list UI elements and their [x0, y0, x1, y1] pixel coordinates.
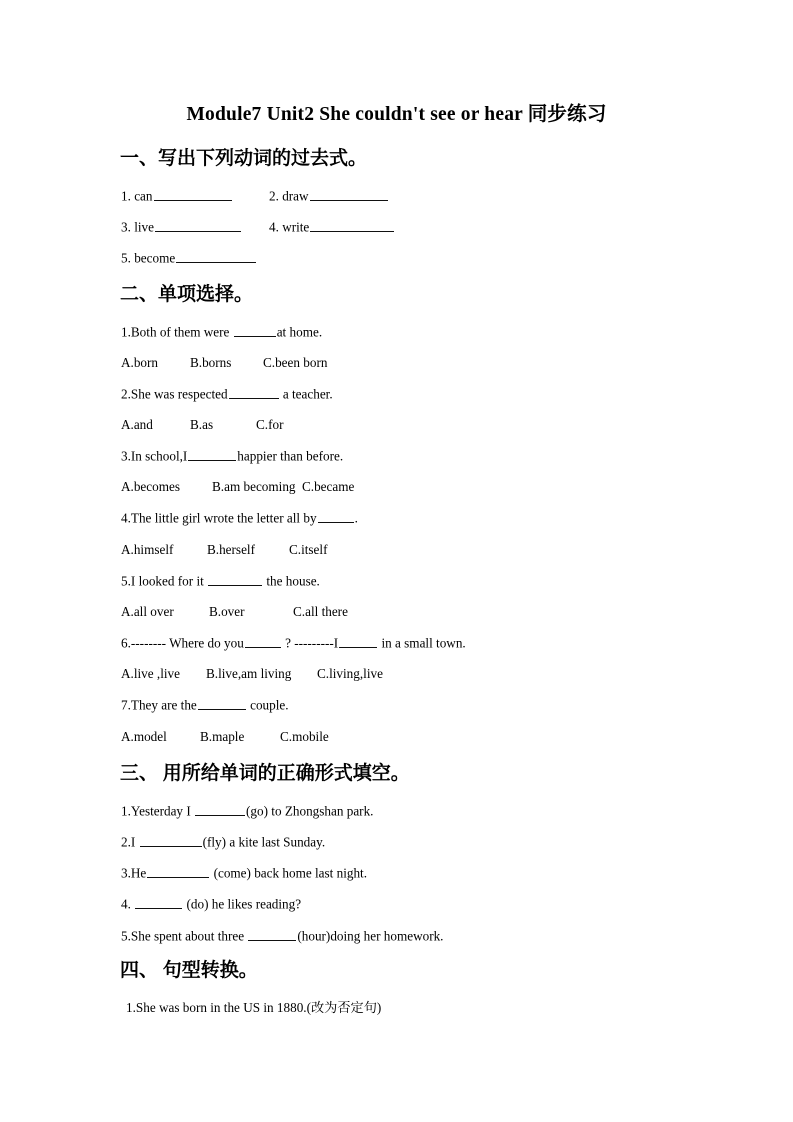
mc-option-4a[interactable]: A.himself — [121, 542, 174, 557]
answer-blank-3[interactable] — [155, 218, 241, 232]
mc-options-6 — [121, 665, 383, 682]
mc-question-3 — [121, 447, 343, 465]
fill-item-4-after: (do) he likes reading? — [183, 896, 302, 912]
mc-question-2-stem-after: a teacher. — [279, 386, 333, 402]
mc-question-2-stem: 2.She was respected — [121, 386, 228, 402]
fill-item-1-after: (go) to Zhongshan park. — [246, 803, 374, 819]
mc-question-5 — [121, 572, 320, 590]
mc-option-5c[interactable]: C.all there — [293, 604, 348, 619]
transform-item-1: 1.She was born in the US in 1880.(改为否定句) — [126, 1000, 382, 1015]
mc-question-5-stem: 5.I looked for it — [121, 573, 208, 589]
mc-options-3 — [121, 478, 354, 495]
mc-blank-4[interactable] — [318, 509, 354, 523]
fill-blank-2[interactable] — [140, 833, 202, 847]
mc-blank-6a[interactable] — [245, 634, 281, 648]
mc-question-4-stem: 4.The little girl wrote the letter all by — [121, 510, 317, 526]
verb-item-5-label: 5. become — [121, 250, 176, 266]
fill-blank-3[interactable] — [147, 864, 209, 878]
mc-question-6-stem-after: in a small town. — [378, 635, 466, 651]
answer-blank-2[interactable] — [310, 187, 388, 201]
verb-item-2 — [269, 187, 389, 205]
mc-blank-5[interactable] — [208, 572, 262, 586]
fill-blank-5[interactable] — [248, 927, 296, 941]
fill-blank-4[interactable] — [135, 895, 182, 909]
fill-item-3 — [121, 864, 367, 882]
mc-question-7 — [121, 696, 289, 714]
mc-blank-1[interactable] — [234, 323, 276, 337]
mc-question-1-stem: 1.Both of them were — [121, 324, 233, 340]
verb-item-5 — [121, 249, 257, 267]
mc-question-7-stem: 7.They are the — [121, 697, 197, 713]
answer-blank-4[interactable] — [310, 218, 394, 232]
verb-item-4 — [269, 218, 395, 236]
mc-question-6-stem-mid: ? ---------I — [281, 635, 339, 651]
mc-question-5-stem-after: the house. — [263, 573, 320, 589]
mc-option-7c[interactable]: C.mobile — [280, 729, 329, 744]
mc-options-5 — [121, 603, 348, 620]
section-heading-2: 二、单项选择。 — [120, 284, 254, 305]
verb-item-3-label: 3. live — [121, 219, 154, 235]
fill-item-1 — [121, 802, 373, 820]
mc-option-5a[interactable]: A.all over — [121, 604, 174, 619]
mc-blank-6b[interactable] — [339, 634, 377, 648]
mc-options-2 — [121, 416, 283, 433]
fill-item-5-after: (hour)doing her homework. — [297, 928, 444, 944]
mc-option-3c[interactable]: C.became — [302, 479, 355, 494]
mc-option-2a[interactable]: A.and — [121, 417, 153, 432]
fill-item-1-before: 1.Yesterday I — [121, 803, 195, 819]
section-heading-4: 四、 句型转换。 — [120, 960, 258, 981]
fill-item-5 — [121, 927, 443, 945]
page-title: Module7 Unit2 She couldn't see or hear 同步练习 — [186, 104, 607, 125]
mc-blank-3[interactable] — [188, 447, 236, 461]
mc-options-4 — [121, 541, 327, 558]
verb-item-3 — [121, 218, 242, 236]
fill-item-3-before: 3.He — [121, 865, 147, 881]
mc-question-4 — [121, 509, 358, 527]
fill-item-4-before: 4. — [121, 896, 135, 912]
verb-item-2-label: 2. draw — [269, 188, 309, 204]
mc-question-6 — [121, 634, 466, 652]
answer-blank-5[interactable] — [176, 249, 256, 263]
section-heading-1: 一、写出下列动词的过去式。 — [120, 148, 368, 169]
verb-item-4-label: 4. write — [269, 219, 310, 235]
mc-option-5b[interactable]: B.over — [209, 604, 245, 619]
mc-question-1-stem-after: at home. — [276, 324, 323, 340]
verb-item-1-label: 1. can — [121, 188, 153, 204]
fill-item-4 — [121, 895, 301, 913]
mc-options-1 — [121, 354, 327, 371]
mc-question-7-stem-after: couple. — [246, 697, 289, 713]
mc-question-1 — [121, 323, 322, 341]
mc-options-7 — [121, 728, 329, 745]
mc-question-3-stem-after: happier than before. — [237, 448, 344, 464]
fill-item-2-after: (fly) a kite last Sunday. — [202, 834, 326, 850]
fill-item-2 — [121, 833, 325, 851]
mc-question-6-stem: 6.-------- Where do you — [121, 635, 244, 651]
mc-option-2c[interactable]: C.for — [256, 417, 284, 432]
answer-blank-1[interactable] — [154, 187, 232, 201]
mc-option-6a[interactable]: A.live ,live — [121, 666, 180, 681]
mc-option-7a[interactable]: A.model — [121, 729, 167, 744]
section-heading-3: 三、 用所给单词的正确形式填空。 — [120, 763, 410, 784]
mc-question-3-stem: 3.In school,I — [121, 448, 188, 464]
mc-blank-2[interactable] — [229, 385, 279, 399]
mc-option-2b[interactable]: B.as — [190, 417, 214, 432]
fill-item-5-before: 5.She spent about three — [121, 928, 248, 944]
mc-option-1a[interactable]: A.born — [121, 355, 158, 370]
verb-item-1 — [121, 187, 233, 205]
mc-question-2 — [121, 385, 333, 403]
fill-blank-1[interactable] — [195, 802, 245, 816]
mc-option-7b[interactable]: B.maple — [200, 729, 245, 744]
mc-option-3b[interactable]: B.am becoming — [212, 479, 296, 494]
mc-option-1b[interactable]: B.borns — [190, 355, 232, 370]
mc-option-1c[interactable]: C.been born — [263, 355, 328, 370]
fill-item-3-after: (come) back home last night. — [210, 865, 368, 881]
mc-question-4-stem-after: . — [354, 510, 358, 526]
fill-item-2-before: 2.I — [121, 834, 139, 850]
mc-option-3a[interactable]: A.becomes — [121, 479, 180, 494]
mc-option-4c[interactable]: C.itself — [289, 542, 328, 557]
mc-option-6c[interactable]: C.living,live — [317, 666, 383, 681]
mc-option-4b[interactable]: B.herself — [207, 542, 255, 557]
mc-blank-7[interactable] — [198, 696, 246, 710]
mc-option-6b[interactable]: B.live,am living — [206, 666, 292, 681]
